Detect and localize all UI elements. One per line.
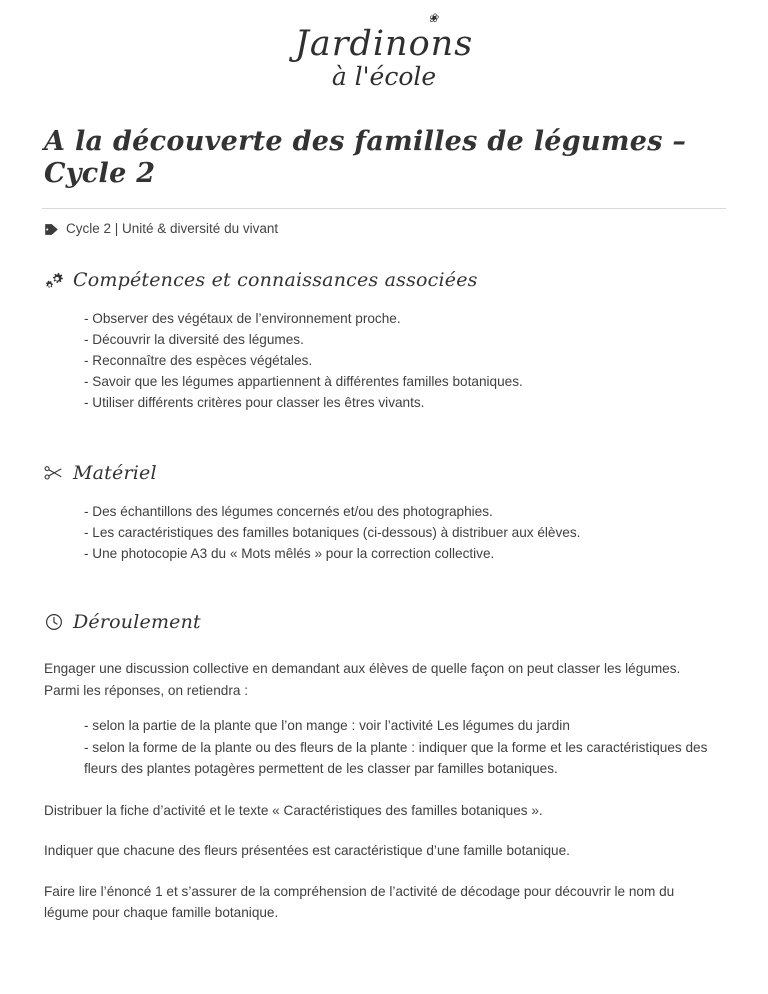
- list-item: - Utiliser différents critères pour classer les êtres vivants.: [84, 395, 425, 411]
- deroulement-intro: Engager une discussion collective en demandant aux élèves de quelle façon on peut classer les légumes. Parmi les réponses, on retiendra :: [44, 661, 681, 698]
- section-header: [42, 461, 726, 485]
- list-item: - Une photocopie A3 du « Mots mêlés » pour la correction collective.: [84, 546, 495, 562]
- logo-line-2: à l'école: [331, 62, 437, 91]
- list-item: - Des échantillons des légumes concernés et/ou des photographies.: [84, 504, 493, 520]
- deroulement-paragraph: Indiquer que chacune des fleurs présentées est caractéristique d’une famille botanique.: [44, 843, 570, 859]
- page-title: A la découverte des familles de légumes – Cycle 2: [44, 126, 687, 189]
- breadcrumb: [42, 220, 726, 238]
- section-competences: [42, 268, 726, 413]
- deroulement-paragraph: Distribuer la fiche d’activité et le texte « Caractéristiques des familles botaniques ».: [44, 802, 543, 818]
- clock-icon: [44, 612, 64, 632]
- section-deroulement: [42, 610, 726, 924]
- flower-icon: ❀: [428, 11, 440, 25]
- materiel-list: [42, 501, 726, 564]
- logo-line-1: [294, 11, 474, 64]
- gears-icon: [44, 270, 64, 290]
- section-title: Matériel: [73, 462, 157, 485]
- list-item: - Observer des végétaux de l’environnement proche.: [84, 311, 401, 327]
- list-item: - selon la forme de la plante ou des fleurs de la plante : indiquer que la forme et les caractéristiques des fleurs des plantes potagères permettent de les classer par familles botaniques.: [84, 739, 708, 777]
- list-item: - Reconnaître des espèces végétales.: [84, 353, 313, 369]
- breadcrumb-text: Cycle 2 | Unité & diversité du vivant: [66, 221, 279, 237]
- list-item: - selon la partie de la plante que l’on mange : voir l’activité Les légumes du jardin: [84, 718, 570, 734]
- scissors-icon: [44, 463, 64, 483]
- list-item: - Savoir que les légumes appartiennent à différentes familles botaniques.: [84, 374, 523, 390]
- section-title: Déroulement: [73, 611, 201, 634]
- site-logo: [42, 0, 726, 92]
- deroulement-paragraph: Faire lire l’énoncé 1 et s’assurer de la compréhension de l’activité de décodage pour découvrir le nom du légume pour chaque famille botanique.: [44, 883, 675, 921]
- list-item: - Découvrir la diversité des légumes.: [84, 332, 304, 348]
- section-header: [42, 268, 726, 292]
- competences-list: [42, 308, 726, 413]
- list-item: - Les caractéristiques des familles botaniques (ci-dessous) à distribuer aux élèves.: [84, 525, 581, 541]
- section-materiel: [42, 461, 726, 564]
- deroulement-options: [42, 715, 726, 780]
- section-header: [42, 610, 726, 634]
- title-divider: [42, 208, 726, 209]
- logo-line-1-text: Jardinons: [294, 24, 474, 64]
- section-title: Compétences et connaissances associées: [73, 269, 478, 292]
- tag-icon: [44, 223, 59, 236]
